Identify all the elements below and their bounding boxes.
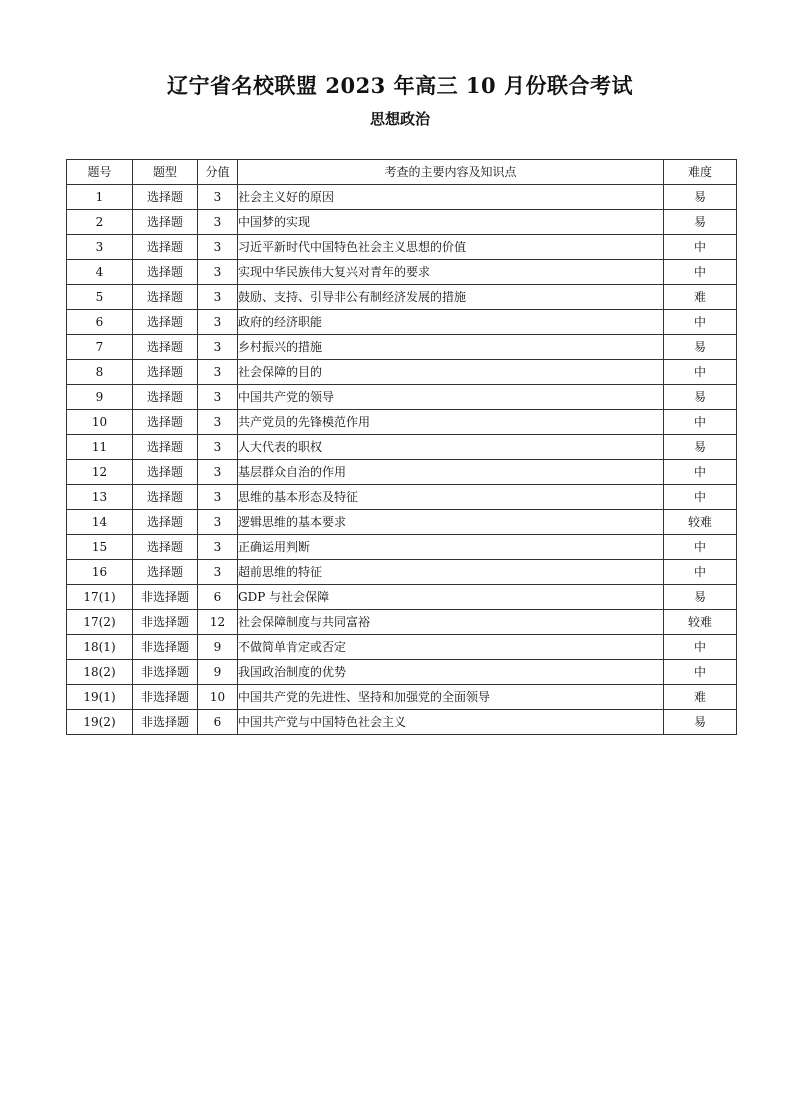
cell-content: 鼓励、支持、引导非公有制经济发展的措施	[238, 285, 664, 310]
cell-content: 中国共产党的先进性、坚持和加强党的全面领导	[238, 685, 664, 710]
cell-content: 中国共产党与中国特色社会主义	[238, 710, 664, 735]
table-row	[67, 310, 737, 335]
table-row	[67, 485, 737, 510]
cell-difficulty: 易	[664, 435, 737, 460]
cell-score: 3	[198, 285, 238, 310]
cell-difficulty: 易	[664, 210, 737, 235]
header-question-number: 题号	[67, 160, 133, 185]
cell-question-number: 17(1)	[67, 585, 133, 610]
cell-content: 习近平新时代中国特色社会主义思想的价值	[238, 235, 664, 260]
cell-question-type: 非选择题	[133, 710, 198, 735]
cell-difficulty: 易	[664, 335, 737, 360]
cell-score: 3	[198, 235, 238, 260]
cell-question-number: 7	[67, 335, 133, 360]
cell-score: 3	[198, 260, 238, 285]
cell-content: 社会主义好的原因	[238, 185, 664, 210]
cell-question-number: 11	[67, 435, 133, 460]
table-row	[67, 335, 737, 360]
header-difficulty: 难度	[664, 160, 737, 185]
exam-analysis-table	[66, 159, 737, 735]
cell-question-number: 14	[67, 510, 133, 535]
cell-score: 10	[198, 685, 238, 710]
cell-score: 9	[198, 660, 238, 685]
cell-content: 我国政治制度的优势	[238, 660, 664, 685]
cell-difficulty: 中	[664, 660, 737, 685]
cell-content: 逻辑思维的基本要求	[238, 510, 664, 535]
cell-content: 共产党员的先锋模范作用	[238, 410, 664, 435]
cell-score: 9	[198, 635, 238, 660]
cell-question-type: 选择题	[133, 560, 198, 585]
cell-score: 3	[198, 310, 238, 335]
cell-content: 社会保障制度与共同富裕	[238, 610, 664, 635]
cell-question-number: 5	[67, 285, 133, 310]
cell-content: 人大代表的职权	[238, 435, 664, 460]
cell-difficulty: 易	[664, 585, 737, 610]
cell-score: 3	[198, 385, 238, 410]
cell-question-number: 3	[67, 235, 133, 260]
cell-question-type: 选择题	[133, 260, 198, 285]
cell-question-number: 12	[67, 460, 133, 485]
cell-question-number: 13	[67, 485, 133, 510]
cell-question-type: 选择题	[133, 535, 198, 560]
header-content: 考查的主要内容及知识点	[238, 160, 664, 185]
cell-score: 3	[198, 460, 238, 485]
cell-question-type: 非选择题	[133, 585, 198, 610]
cell-content: 社会保障的目的	[238, 360, 664, 385]
table-row	[67, 585, 737, 610]
cell-question-number: 1	[67, 185, 133, 210]
document-subtitle: 思想政治	[369, 110, 430, 128]
table-row	[67, 360, 737, 385]
cell-difficulty: 中	[664, 460, 737, 485]
cell-question-number: 16	[67, 560, 133, 585]
cell-question-type: 选择题	[133, 460, 198, 485]
cell-score: 3	[198, 410, 238, 435]
cell-question-number: 18(2)	[67, 660, 133, 685]
cell-question-type: 选择题	[133, 410, 198, 435]
cell-content: 政府的经济职能	[238, 310, 664, 335]
cell-question-number: 6	[67, 310, 133, 335]
table-row	[67, 660, 737, 685]
cell-question-type: 选择题	[133, 210, 198, 235]
cell-question-type: 选择题	[133, 510, 198, 535]
cell-question-number: 17(2)	[67, 610, 133, 635]
cell-difficulty: 中	[664, 235, 737, 260]
cell-difficulty: 中	[664, 635, 737, 660]
table-row	[67, 460, 737, 485]
header-question-type: 题型	[133, 160, 198, 185]
cell-question-type: 选择题	[133, 360, 198, 385]
table-row	[67, 510, 737, 535]
cell-difficulty: 中	[664, 535, 737, 560]
table-row	[67, 560, 737, 585]
cell-score: 3	[198, 535, 238, 560]
cell-difficulty: 较难	[664, 510, 737, 535]
cell-question-type: 选择题	[133, 310, 198, 335]
cell-question-type: 选择题	[133, 335, 198, 360]
table-row	[67, 435, 737, 460]
table-row	[67, 260, 737, 285]
cell-difficulty: 易	[664, 385, 737, 410]
cell-question-number: 19(2)	[67, 710, 133, 735]
cell-difficulty: 较难	[664, 610, 737, 635]
cell-question-number: 15	[67, 535, 133, 560]
cell-content: 正确运用判断	[238, 535, 664, 560]
cell-score: 3	[198, 485, 238, 510]
cell-difficulty: 中	[664, 485, 737, 510]
cell-score: 6	[198, 710, 238, 735]
cell-content: 中国共产党的领导	[238, 385, 664, 410]
table-row	[67, 385, 737, 410]
table-row	[67, 610, 737, 635]
cell-question-number: 19(1)	[67, 685, 133, 710]
cell-score: 3	[198, 185, 238, 210]
table-row	[67, 285, 737, 310]
cell-question-type: 非选择题	[133, 660, 198, 685]
header-score: 分值	[198, 160, 238, 185]
table-row	[67, 535, 737, 560]
document-title: 辽宁省名校联盟 2023 年高三 10 月份联合考试	[167, 73, 633, 98]
cell-difficulty: 中	[664, 360, 737, 385]
table-row	[67, 710, 737, 735]
cell-content: 基层群众自治的作用	[238, 460, 664, 485]
cell-content: 超前思维的特征	[238, 560, 664, 585]
cell-score: 3	[198, 335, 238, 360]
cell-question-number: 9	[67, 385, 133, 410]
cell-difficulty: 易	[664, 185, 737, 210]
cell-content: 中国梦的实现	[238, 210, 664, 235]
table-row	[67, 685, 737, 710]
cell-question-type: 选择题	[133, 385, 198, 410]
cell-difficulty: 中	[664, 260, 737, 285]
cell-question-number: 18(1)	[67, 635, 133, 660]
cell-content: 不做简单肯定或否定	[238, 635, 664, 660]
table-header-row	[67, 160, 737, 185]
cell-content: 乡村振兴的措施	[238, 335, 664, 360]
cell-difficulty: 中	[664, 560, 737, 585]
cell-question-type: 非选择题	[133, 610, 198, 635]
cell-question-type: 选择题	[133, 485, 198, 510]
cell-difficulty: 难	[664, 285, 737, 310]
cell-score: 3	[198, 560, 238, 585]
cell-difficulty: 难	[664, 685, 737, 710]
table-row	[67, 210, 737, 235]
table-row	[67, 635, 737, 660]
cell-content: 思维的基本形态及特征	[238, 485, 664, 510]
cell-score: 3	[198, 210, 238, 235]
cell-score: 3	[198, 360, 238, 385]
cell-question-type: 选择题	[133, 285, 198, 310]
cell-score: 6	[198, 585, 238, 610]
cell-question-type: 选择题	[133, 435, 198, 460]
cell-difficulty: 中	[664, 410, 737, 435]
cell-question-number: 4	[67, 260, 133, 285]
cell-difficulty: 中	[664, 310, 737, 335]
cell-difficulty: 易	[664, 710, 737, 735]
cell-content: 实现中华民族伟大复兴对青年的要求	[238, 260, 664, 285]
cell-question-number: 10	[67, 410, 133, 435]
table-body	[67, 185, 737, 735]
cell-question-number: 8	[67, 360, 133, 385]
table-row	[67, 185, 737, 210]
cell-question-number: 2	[67, 210, 133, 235]
table-row	[67, 235, 737, 260]
cell-score: 3	[198, 435, 238, 460]
cell-question-type: 选择题	[133, 185, 198, 210]
cell-content: GDP 与社会保障	[238, 585, 664, 610]
cell-score: 12	[198, 610, 238, 635]
cell-question-type: 非选择题	[133, 685, 198, 710]
table-row	[67, 410, 737, 435]
cell-question-type: 非选择题	[133, 635, 198, 660]
cell-question-type: 选择题	[133, 235, 198, 260]
cell-score: 3	[198, 510, 238, 535]
